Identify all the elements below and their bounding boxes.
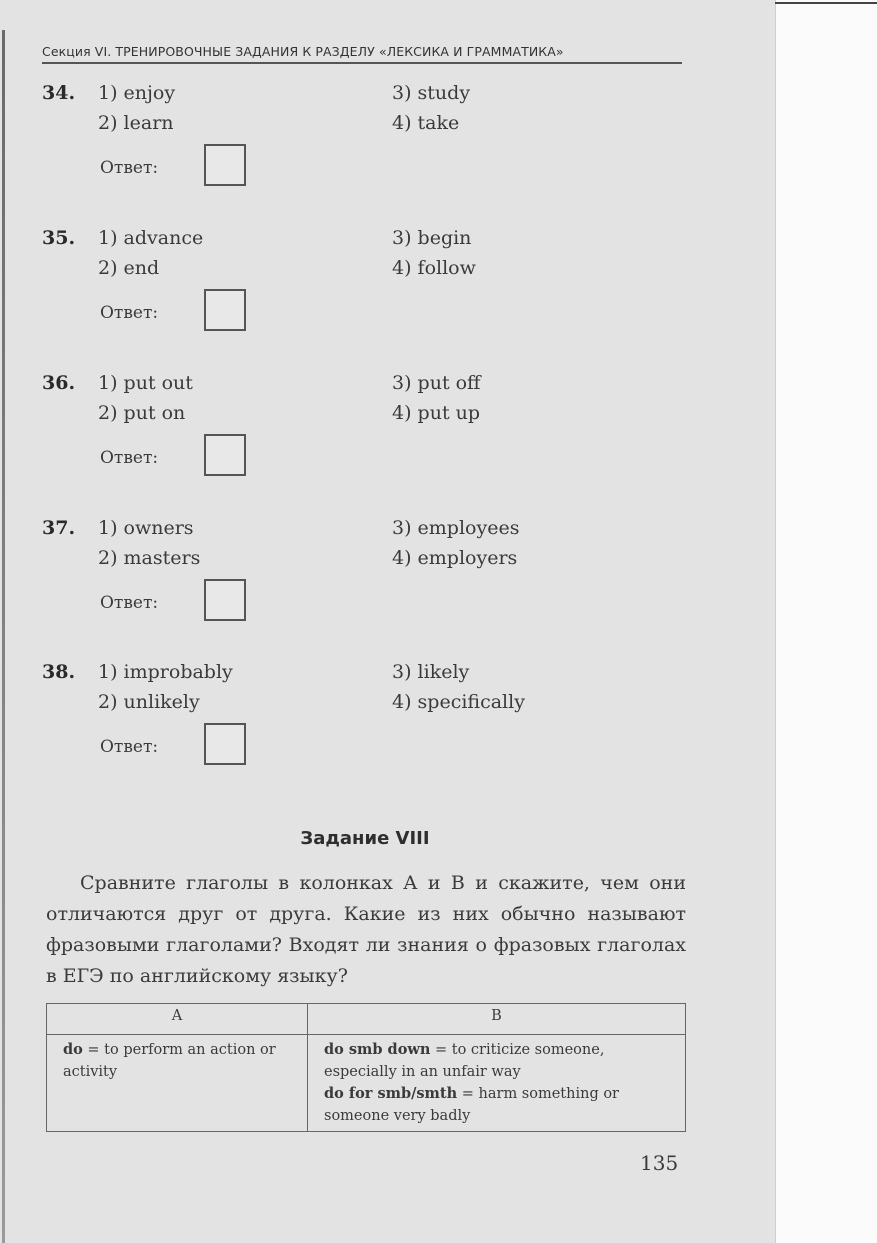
scan-edge-line — [775, 2, 877, 4]
answer-box[interactable] — [204, 434, 246, 476]
option-1: 1) put out — [98, 372, 193, 394]
verb-entry — [324, 1083, 669, 1127]
answer-label: Ответ: — [100, 737, 159, 757]
column-a-cell — [47, 1035, 308, 1132]
option-2: 2) learn — [98, 112, 174, 134]
table-row — [47, 1035, 686, 1132]
page-edge-shadow — [2, 30, 5, 1243]
question-number: 35. — [42, 227, 76, 249]
question-number: 36. — [42, 372, 76, 394]
verb-definition: = to perform an action or activity — [63, 1042, 276, 1080]
option-4: 4) employers — [392, 547, 518, 569]
verbs-table — [46, 1003, 686, 1132]
column-b-cell — [308, 1035, 686, 1132]
column-header-a: A — [47, 1004, 308, 1035]
question-38 — [42, 661, 682, 801]
option-2: 2) masters — [98, 547, 201, 569]
option-4: 4) take — [392, 112, 460, 134]
verb-definition: = to criticize someone, especially in an unfair way — [324, 1042, 605, 1080]
question-34 — [42, 82, 682, 222]
option-1: 1) improbably — [98, 661, 233, 683]
option-3: 3) likely — [392, 661, 470, 683]
running-head: Секция VI. ТРЕНИРОВОЧНЫЕ ЗАДАНИЯ К РАЗДЕЛУ «ЛЕКСИКА И ГРАММАТИКА» — [42, 44, 682, 64]
question-37 — [42, 517, 682, 657]
question-35 — [42, 227, 682, 367]
verb-definition: = harm something or someone very badly — [324, 1086, 619, 1124]
option-3: 3) begin — [392, 227, 472, 249]
answer-box[interactable] — [204, 723, 246, 765]
option-3: 3) employees — [392, 517, 520, 539]
verb-entry — [324, 1039, 669, 1083]
option-4: 4) put up — [392, 402, 481, 424]
answer-box[interactable] — [204, 289, 246, 331]
answer-label: Ответ: — [100, 593, 159, 613]
question-number: 34. — [42, 82, 76, 104]
task-title: Задание VIII — [300, 828, 430, 849]
column-header-b: B — [308, 1004, 686, 1035]
option-3: 3) study — [392, 82, 471, 104]
option-1: 1) advance — [98, 227, 204, 249]
option-4: 4) follow — [392, 257, 476, 279]
answer-label: Ответ: — [100, 448, 159, 468]
task-text: Сравните глаголы в колонках А и В и скажите, чем они отличаются друг от друга. Какие из них обычно называют фразовыми глаголами? Входят ли знания о фразовых глаголах в ЕГЭ по английскому языку? — [46, 872, 686, 987]
option-2: 2) unlikely — [98, 691, 200, 713]
answer-box[interactable] — [204, 579, 246, 621]
page-number: 135 — [640, 1151, 679, 1175]
question-number: 38. — [42, 661, 76, 683]
answer-box[interactable] — [204, 144, 246, 186]
verb-term: do for smb/smth — [324, 1085, 458, 1102]
question-number: 37. — [42, 517, 76, 539]
question-36 — [42, 372, 682, 512]
option-1: 1) owners — [98, 517, 194, 539]
option-4: 4) specifically — [392, 691, 525, 713]
option-2: 2) end — [98, 257, 160, 279]
answer-label: Ответ: — [100, 158, 159, 178]
table-header-row — [47, 1004, 686, 1035]
option-3: 3) put off — [392, 372, 481, 394]
answer-label: Ответ: — [100, 303, 159, 323]
verb-term: do — [63, 1041, 83, 1058]
verb-term: do smb down — [324, 1041, 431, 1058]
option-1: 1) enjoy — [98, 82, 176, 104]
option-2: 2) put on — [98, 402, 186, 424]
